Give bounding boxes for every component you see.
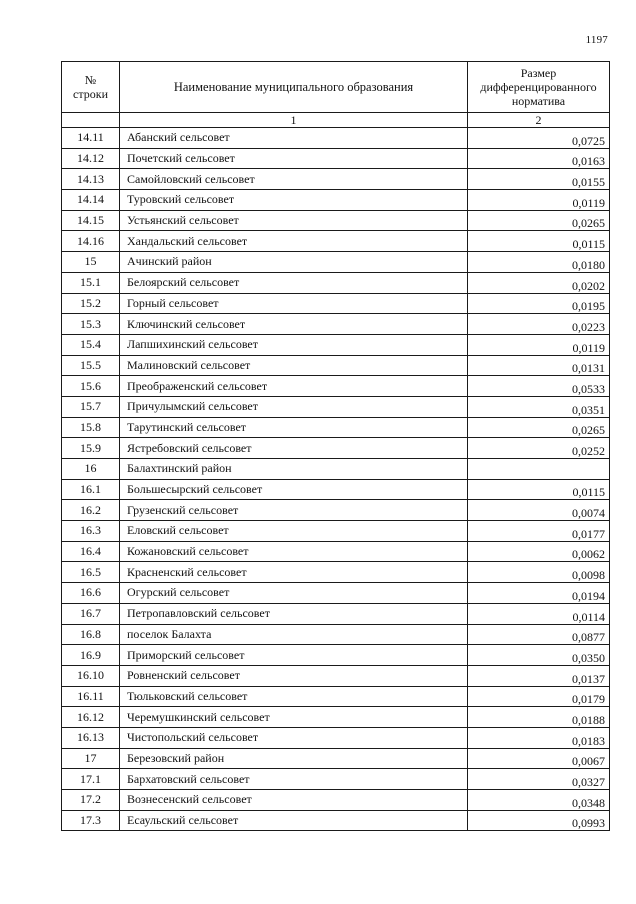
row-number-cell: 17.1 [62,769,120,790]
row-number-cell: 16.8 [62,624,120,645]
normative-value-cell: 0,0062 [468,541,610,562]
normative-value-cell [468,459,610,480]
row-number-cell: 15.6 [62,376,120,397]
table-row [62,645,610,666]
table-row [62,334,610,355]
normative-value-cell: 0,0877 [468,624,610,645]
table-row [62,748,610,769]
table-row [62,541,610,562]
row-number-cell: 16.4 [62,541,120,562]
row-number-cell: 14.11 [62,128,120,149]
municipality-name-cell: Ключинский сельсовет [120,314,468,335]
municipality-name-cell: Приморский сельсовет [120,645,468,666]
municipality-name-cell: Устьянский сельсовет [120,210,468,231]
column-number-row [62,113,610,128]
municipality-name-cell: Грузенский сельсовет [120,500,468,521]
normative-value-cell: 0,0188 [468,707,610,728]
row-number-cell: 14.14 [62,190,120,211]
row-number-cell: 15.4 [62,334,120,355]
normatives-table [61,61,610,831]
row-number-cell: 16 [62,459,120,480]
row-number-cell: 15.2 [62,293,120,314]
normative-value-cell: 0,0137 [468,665,610,686]
normative-value-cell: 0,0223 [468,314,610,335]
municipality-name-cell: Бархатовский сельсовет [120,769,468,790]
municipality-name-cell: Ачинский район [120,252,468,273]
normative-value-cell: 0,0993 [468,810,610,831]
municipality-name-cell: Абанский сельсовет [120,128,468,149]
table-row [62,500,610,521]
header-normative-size: Размер дифференцированного норматива [468,62,610,113]
table-row [62,624,610,645]
table-row [62,355,610,376]
normative-value-cell: 0,0194 [468,583,610,604]
normative-value-cell: 0,0155 [468,169,610,190]
table-row [62,479,610,500]
normative-value-cell: 0,0115 [468,479,610,500]
normative-value-cell: 0,0265 [468,417,610,438]
row-number-cell: 16.9 [62,645,120,666]
table-row [62,293,610,314]
table-row [62,769,610,790]
row-number-cell: 15.3 [62,314,120,335]
table-row [62,190,610,211]
row-number-cell: 15.1 [62,272,120,293]
normative-value-cell: 0,0350 [468,645,610,666]
municipality-name-cell: Лапшихинский сельсовет [120,334,468,355]
municipality-name-cell: Туровский сельсовет [120,190,468,211]
municipality-name-cell: Хандальский сельсовет [120,231,468,252]
table-row [62,686,610,707]
normative-value-cell: 0,0195 [468,293,610,314]
table-body [62,128,610,831]
row-number-cell: 14.13 [62,169,120,190]
column-number-empty [62,113,120,128]
normative-value-cell: 0,0114 [468,603,610,624]
row-number-cell: 17.3 [62,810,120,831]
municipality-name-cell: Ястребовский сельсовет [120,438,468,459]
table-row [62,603,610,624]
row-number-cell: 16.3 [62,521,120,542]
table-row [62,252,610,273]
table-row [62,396,610,417]
table-row [62,417,610,438]
normative-value-cell: 0,0180 [468,252,610,273]
normative-value-cell: 0,0265 [468,210,610,231]
municipality-name-cell: Преображенский сельсовет [120,376,468,397]
municipality-name-cell: Чистопольский сельсовет [120,727,468,748]
normative-value-cell: 0,0098 [468,562,610,583]
row-number-cell: 17.2 [62,790,120,811]
normative-value-cell: 0,0115 [468,231,610,252]
table-row [62,583,610,604]
row-number-cell: 15.7 [62,396,120,417]
table-row [62,810,610,831]
table-header-row [62,62,610,113]
table-row [62,790,610,811]
municipality-name-cell: Огурский сельсовет [120,583,468,604]
table-row [62,169,610,190]
table-row [62,376,610,397]
page-number: 1197 [585,34,608,46]
table-row [62,727,610,748]
normative-value-cell: 0,0202 [468,272,610,293]
municipality-name-cell: Горный сельсовет [120,293,468,314]
row-number-cell: 16.7 [62,603,120,624]
row-number-cell: 16.1 [62,479,120,500]
table-row [62,707,610,728]
table-row [62,459,610,480]
table-row [62,231,610,252]
row-number-cell: 14.16 [62,231,120,252]
municipality-name-cell: Березовский район [120,748,468,769]
normative-value-cell: 0,0179 [468,686,610,707]
municipality-name-cell: Есаульский сельсовет [120,810,468,831]
table-row [62,438,610,459]
normative-value-cell: 0,0252 [468,438,610,459]
row-number-cell: 16.11 [62,686,120,707]
normative-value-cell: 0,0163 [468,148,610,169]
row-number-cell: 16.10 [62,665,120,686]
row-number-cell: 16.5 [62,562,120,583]
municipality-name-cell: Большесырский сельсовет [120,479,468,500]
row-number-cell: 15 [62,252,120,273]
municipality-name-cell: Тарутинский сельсовет [120,417,468,438]
normative-value-cell: 0,0348 [468,790,610,811]
row-number-cell: 14.15 [62,210,120,231]
row-number-cell: 16.6 [62,583,120,604]
municipality-name-cell: Красненский сельсовет [120,562,468,583]
municipality-name-cell: Малиновский сельсовет [120,355,468,376]
normative-value-cell: 0,0183 [468,727,610,748]
municipality-name-cell: Ровненский сельсовет [120,665,468,686]
column-number-2: 2 [468,113,610,128]
municipality-name-cell: поселок Балахта [120,624,468,645]
municipality-name-cell: Петропавловский сельсовет [120,603,468,624]
row-number-cell: 14.12 [62,148,120,169]
municipality-name-cell: Почетский сельсовет [120,148,468,169]
normative-value-cell: 0,0725 [468,128,610,149]
normative-value-cell: 0,0074 [468,500,610,521]
table-row [62,128,610,149]
normative-value-cell: 0,0067 [468,748,610,769]
normative-value-cell: 0,0351 [468,396,610,417]
table-row [62,148,610,169]
normative-value-cell: 0,0119 [468,190,610,211]
table-row [62,521,610,542]
municipality-name-cell: Самойловский сельсовет [120,169,468,190]
row-number-cell: 16.12 [62,707,120,728]
normative-value-cell: 0,0131 [468,355,610,376]
row-number-cell: 17 [62,748,120,769]
header-row-number: № строки [62,62,120,113]
row-number-cell: 15.8 [62,417,120,438]
table-row [62,562,610,583]
municipality-name-cell: Причулымский сельсовет [120,396,468,417]
row-number-cell: 16.13 [62,727,120,748]
municipality-name-cell: Черемушкинский сельсовет [120,707,468,728]
row-number-cell: 15.5 [62,355,120,376]
column-number-1: 1 [120,113,468,128]
normative-value-cell: 0,0177 [468,521,610,542]
municipality-name-cell: Тюльковский сельсовет [120,686,468,707]
normative-value-cell: 0,0119 [468,334,610,355]
municipality-name-cell: Балахтинский район [120,459,468,480]
table-row [62,210,610,231]
municipality-name-cell: Белоярский сельсовет [120,272,468,293]
municipality-name-cell: Еловский сельсовет [120,521,468,542]
table-row [62,665,610,686]
header-municipality-name: Наименование муниципального образования [120,62,468,113]
normative-value-cell: 0,0327 [468,769,610,790]
municipality-name-cell: Вознесенский сельсовет [120,790,468,811]
table-row [62,272,610,293]
table-row [62,314,610,335]
row-number-cell: 16.2 [62,500,120,521]
municipality-name-cell: Кожановский сельсовет [120,541,468,562]
normative-value-cell: 0,0533 [468,376,610,397]
row-number-cell: 15.9 [62,438,120,459]
